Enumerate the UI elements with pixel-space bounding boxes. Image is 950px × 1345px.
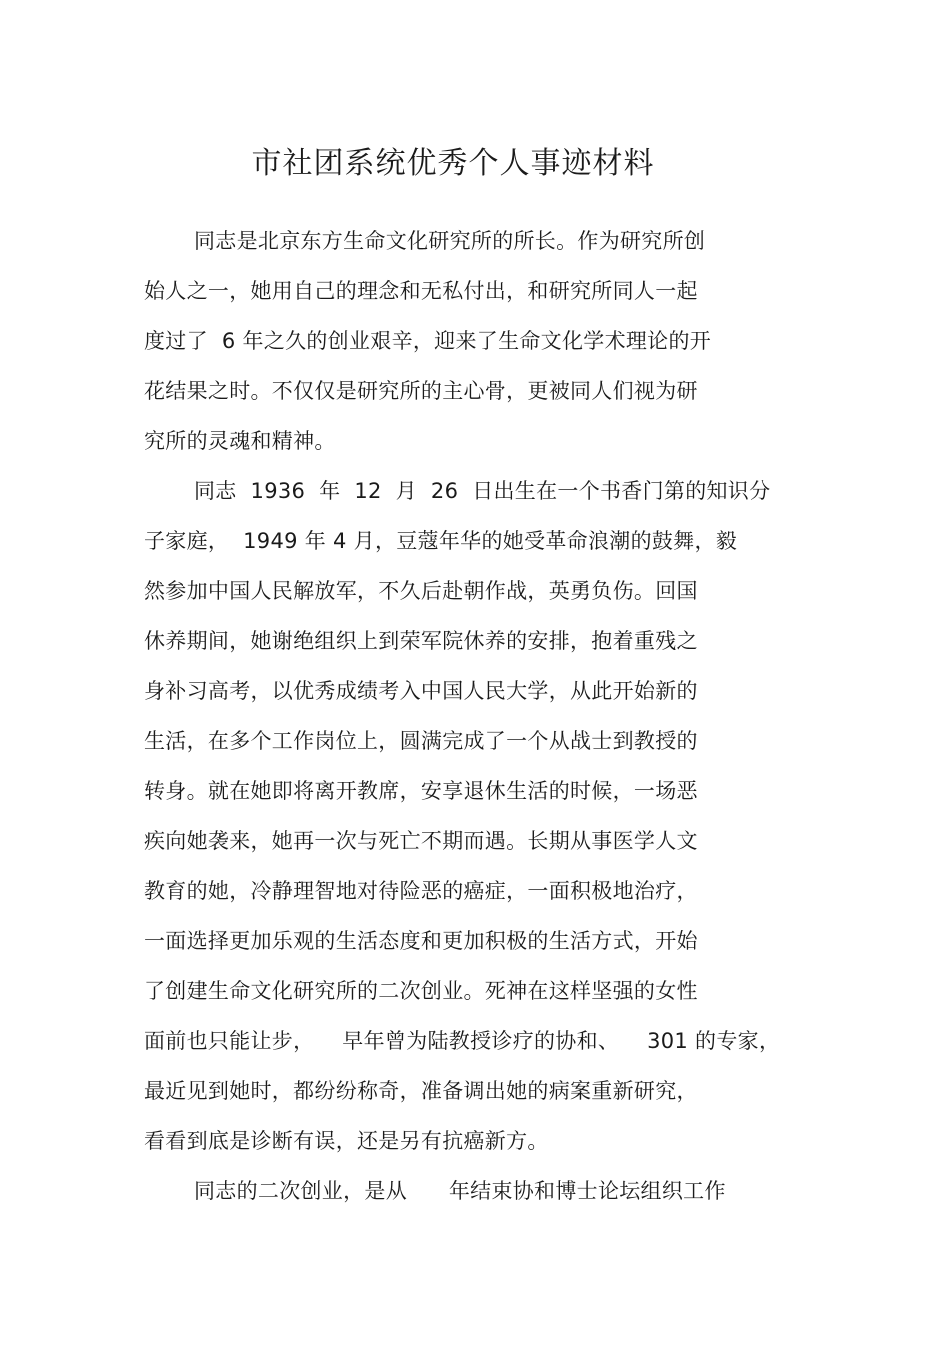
paragraph-line: 面前也只能让步， 早年曾为陆教授诊疗的协和、 301 的专家， <box>144 1029 781 1053</box>
paragraph-line: 花结果之时。不仅仅是研究所的主心骨，更被同人们视为研 <box>144 379 698 403</box>
paragraph-line: 最近见到她时，都纷纷称奇，准备调出她的病案重新研究， <box>144 1079 698 1103</box>
paragraph-line: 子家庭， 1949 年 4 月，豆蔻年华的她受革命浪潮的鼓舞，毅 <box>144 529 738 553</box>
paragraph-line: 身补习高考，以优秀成绩考入中国人民大学，从此开始新的 <box>144 679 698 703</box>
paragraph-line: 同志的二次创业，是从 年结束协和博士论坛组织工作 <box>194 1179 726 1203</box>
paragraph-line: 休养期间，她谢绝组织上到荣军院休养的安排，抱着重残之 <box>144 629 698 653</box>
paragraph-line: 疾向她袭来，她再一次与死亡不期而遇。长期从事医学人文 <box>144 829 698 853</box>
paragraph-line: 始人之一，她用自己的理念和无私付出，和研究所同人一起 <box>144 279 698 303</box>
document-title: 市社团系统优秀个人事迹材料 <box>251 146 655 182</box>
paragraph-line: 度过了 6 年之久的创业艰辛，迎来了生命文化学术理论的开 <box>144 329 712 353</box>
paragraph-line: 转身。就在她即将离开教席，安享退休生活的时候，一场恶 <box>144 779 698 803</box>
paragraph-line: 一面选择更加乐观的生活态度和更加积极的生活方式，开始 <box>144 929 698 953</box>
paragraph-line: 教育的她，冷静理智地对待险恶的癌症，一面积极地治疗， <box>144 879 698 903</box>
paragraph-line: 了创建生命文化研究所的二次创业。死神在这样坚强的女性 <box>144 979 698 1003</box>
paragraph-line: 同志是北京东方生命文化研究所的所长。作为研究所创 <box>194 229 706 253</box>
paragraph-line: 看看到底是诊断有误，还是另有抗癌新方。 <box>144 1129 549 1153</box>
paragraph-line: 然参加中国人民解放军，不久后赴朝作战，英勇负伤。回国 <box>144 579 698 603</box>
paragraph-line: 生活，在多个工作岗位上，圆满完成了一个从战士到教授的 <box>144 729 698 753</box>
paragraph-line: 同志 1936 年 12 月 26 日出生在一个书香门第的知识分 <box>194 479 771 503</box>
paragraph-line: 究所的灵魂和精神。 <box>144 429 336 453</box>
